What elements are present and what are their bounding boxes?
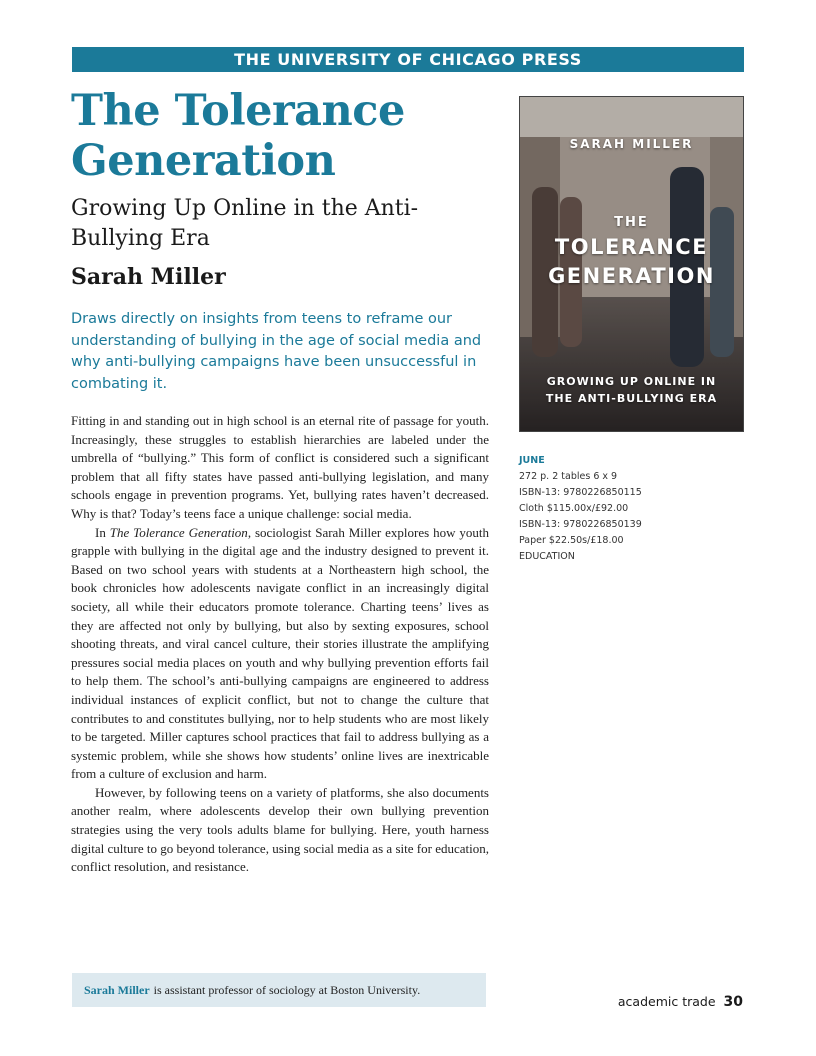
- book-subtitle: Growing Up Online in the Anti-Bullying Era: [71, 196, 419, 251]
- p2-prefix: In: [95, 524, 110, 540]
- page-number: 30: [723, 994, 743, 1010]
- description-paragraph-1: Fitting in and standing out in high school is an eternal rite of passage for youth. Increasingly, these struggles to establish hierarchies are labeled under the umbrella of “bullying.” This form of conflict is considered such a significant problem that all fifty states have passed anti-bullying legislation, and many schools engage in prevention programs. Yet, bullying rates haven’t decreased. Why is that? Today’s teens face a unique challenge: social media.: [71, 413, 489, 521]
- description-paragraph-2: [71, 524, 489, 784]
- cover-subtitle: [520, 373, 743, 407]
- cover-title-the: THE: [614, 215, 649, 230]
- cover-subtitle-line-1: GROWING UP ONLINE IN: [546, 375, 717, 388]
- catalog-section: academic trade: [617, 994, 716, 1009]
- book-cover-image: [519, 96, 744, 432]
- bio-author-name: Sarah Miller: [84, 982, 150, 997]
- book-metadata: [519, 453, 744, 565]
- page-footer: [618, 994, 743, 1010]
- cover-title-line-1: TOLERANCE: [554, 235, 709, 259]
- book-description: [71, 412, 489, 877]
- cloth-price: Cloth $115.00x/£92.00: [519, 503, 629, 514]
- cover-title: [520, 233, 743, 291]
- p2-rest: , sociologist Sarah Miller explores how youth grapple with bullying in the digital age and the industry designed to prevent it. Based on two school years with students at a Northeastern high school, the book chronicles how adolescents navigate conflict in an increasingly digital society, all while their educators promote tolerance. Charting teens’ lives as they are affected not only by bullying, but also by sexting exposures, school shooting threats, and viral cancel culture, their stories illustrate the amplifying pressures social media places on youth and why bullying prevention efforts fail to help them. The school’s anti-bullying campaigns are engineered to address individual instances of explicit conflict, but not to change the culture that contributes to and constitutes bullying, nor to help students who are most likely to be targeted. Miller captures school practices that fail to address bullying as a systemic problem, while she shows how students’ online lives are inextricable from a culture of exclusion and harm.: [71, 524, 489, 782]
- cover-author: SARAH MILLER: [569, 137, 694, 151]
- p2-book-title: The Tolerance Generation: [109, 524, 248, 540]
- description-paragraph-3: However, by following teens on a variety of platforms, she also documents another realm, where adolescents develop their own bullying prevention strategies using the very tools adults blame for bullying. Here, youth harness digital culture to go beyond tolerance, using social media as a site for education, conflict resolution, and resistance.: [71, 784, 489, 875]
- isbn-paper: ISBN-13: 9780226850139: [519, 519, 642, 530]
- bio-text: is assistant professor of sociology at Boston University.: [153, 982, 421, 997]
- publication-month: JUNE: [519, 455, 545, 466]
- cover-title-line-2: GENERATION: [548, 264, 715, 288]
- publisher-banner: THE UNIVERSITY OF CHICAGO PRESS: [72, 47, 744, 72]
- isbn-cloth: ISBN-13: 9780226850115: [519, 487, 642, 498]
- cover-subtitle-line-2: THE ANTI-BULLYING ERA: [545, 392, 718, 405]
- book-title: The Tolerance Generation: [71, 86, 405, 186]
- page-count: 272 p. 2 tables 6 x 9: [519, 471, 618, 482]
- author-bio: [72, 973, 486, 1007]
- paper-price: Paper $22.50s/£18.00: [519, 535, 624, 546]
- book-blurb: Draws directly on insights from teens to reframe our understanding of bullying in the age of social media and why anti-bullying campaigns have been unsuccessful in combating it.: [71, 311, 482, 392]
- book-author: Sarah Miller: [71, 264, 226, 290]
- subject-category: EDUCATION: [519, 551, 575, 562]
